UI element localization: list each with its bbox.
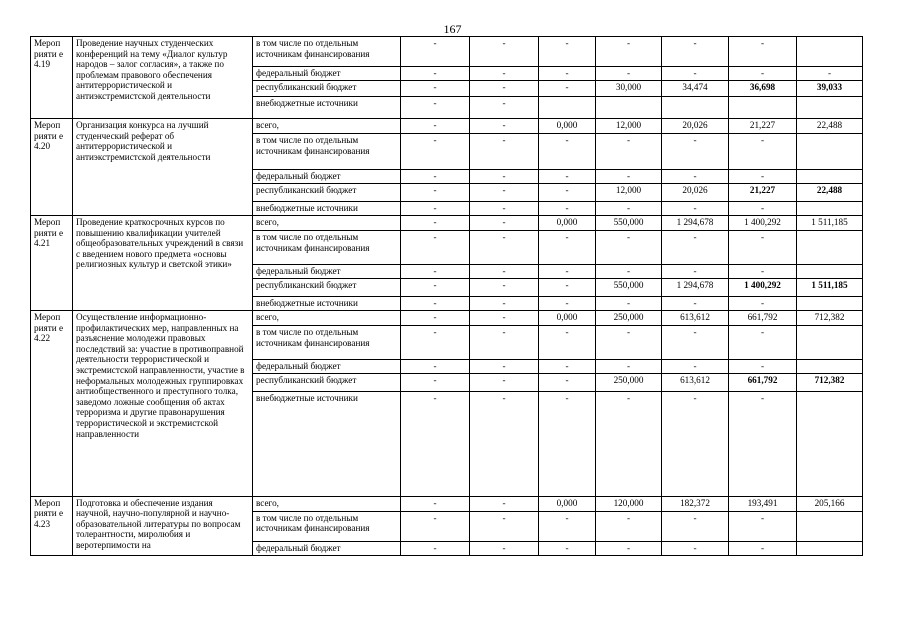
value-cell: - — [729, 511, 797, 541]
value-cell: - — [662, 134, 729, 170]
value-cell: 712,382 — [797, 373, 863, 391]
value-cell: 21,227 — [729, 184, 797, 202]
activity-label: Мероп рияти е 4.22 — [31, 311, 73, 497]
value-cell: - — [662, 170, 729, 184]
value-cell: - — [401, 184, 470, 202]
value-cell: - — [729, 391, 797, 496]
funding-source: республиканский бюджет — [253, 81, 401, 97]
funding-source: федеральный бюджет — [253, 541, 401, 555]
value-cell: - — [662, 511, 729, 541]
value-cell: - — [470, 67, 539, 81]
activity-label: Мероп рияти е 4.20 — [31, 119, 73, 216]
value-cell: - — [470, 170, 539, 184]
value-cell: - — [596, 134, 662, 170]
funding-source: федеральный бюджет — [253, 265, 401, 279]
value-cell — [797, 170, 863, 184]
funding-source: республиканский бюджет — [253, 279, 401, 297]
value-cell: 1 400,292 — [729, 279, 797, 297]
value-cell: - — [729, 360, 797, 374]
value-cell: - — [729, 297, 797, 311]
value-cell: - — [470, 216, 539, 231]
funding-source: всего, — [253, 496, 401, 511]
value-cell: 1 294,678 — [662, 216, 729, 231]
value-cell: - — [596, 202, 662, 216]
value-cell: - — [797, 67, 863, 81]
funding-source: федеральный бюджет — [253, 170, 401, 184]
funding-source: в том числе по отдельным источникам финансирования — [253, 511, 401, 541]
value-cell — [729, 97, 797, 119]
value-cell: - — [729, 265, 797, 279]
value-cell: - — [729, 170, 797, 184]
value-cell: 0,000 — [539, 119, 596, 134]
value-cell: 30,000 — [596, 81, 662, 97]
value-cell: 21,227 — [729, 119, 797, 134]
funding-source: внебюджетные источники — [253, 202, 401, 216]
funding-source: в том числе по отдельным источникам финансирования — [253, 326, 401, 360]
value-cell: - — [470, 326, 539, 360]
value-cell: - — [596, 37, 662, 67]
value-cell: 12,000 — [596, 184, 662, 202]
value-cell: - — [539, 511, 596, 541]
value-cell: - — [662, 326, 729, 360]
value-cell — [797, 97, 863, 119]
value-cell: - — [470, 81, 539, 97]
table-row — [31, 216, 863, 231]
value-cell: - — [470, 360, 539, 374]
value-cell: - — [539, 297, 596, 311]
value-cell: - — [729, 134, 797, 170]
value-cell — [797, 511, 863, 541]
value-cell: - — [470, 202, 539, 216]
value-cell: 193,491 — [729, 496, 797, 511]
funding-source: республиканский бюджет — [253, 373, 401, 391]
activity-description: Организация конкурса на лучший студенческий реферат об антитеррористической и антиэкстремистской деятельности — [73, 119, 253, 216]
value-cell: - — [539, 170, 596, 184]
value-cell — [797, 326, 863, 360]
value-cell: - — [401, 279, 470, 297]
value-cell: 1 400,292 — [729, 216, 797, 231]
activity-label: Мероп рияти е 4.23 — [31, 496, 73, 555]
value-cell: 550,000 — [596, 279, 662, 297]
value-cell: - — [470, 496, 539, 511]
budget-table — [30, 36, 863, 556]
funding-source: в том числе по отдельным источникам финансирования — [253, 231, 401, 265]
value-cell: - — [596, 231, 662, 265]
funding-source: в том числе по отдельным источникам финансирования — [253, 37, 401, 67]
value-cell — [797, 297, 863, 311]
value-cell: 1 511,185 — [797, 216, 863, 231]
funding-source: в том числе по отдельным источникам финансирования — [253, 134, 401, 170]
value-cell: - — [470, 97, 539, 119]
funding-source: внебюджетные источники — [253, 297, 401, 311]
activity-label: Мероп рияти е 4.21 — [31, 216, 73, 311]
value-cell: - — [470, 119, 539, 134]
value-cell: 613,612 — [662, 373, 729, 391]
value-cell — [797, 541, 863, 555]
activity-description: Проведение краткосрочных курсов по повышению квалификации учителей общеобразовательных учреждений в связи с введением нового предмета «основы религиозных культур и светской этики» — [73, 216, 253, 311]
value-cell: - — [401, 216, 470, 231]
value-cell: - — [596, 170, 662, 184]
value-cell — [797, 202, 863, 216]
value-cell: - — [470, 311, 539, 326]
funding-source: республиканский бюджет — [253, 184, 401, 202]
value-cell: - — [596, 265, 662, 279]
value-cell: 12,000 — [596, 119, 662, 134]
value-cell: 36,698 — [729, 81, 797, 97]
value-cell: - — [539, 279, 596, 297]
value-cell: - — [401, 360, 470, 374]
value-cell: - — [729, 231, 797, 265]
value-cell — [662, 97, 729, 119]
value-cell: - — [470, 297, 539, 311]
value-cell: - — [401, 496, 470, 511]
value-cell — [797, 265, 863, 279]
table-row — [31, 311, 863, 326]
value-cell: - — [539, 326, 596, 360]
activity-label: Мероп рияти е 4.19 — [31, 37, 73, 119]
value-cell: - — [539, 67, 596, 81]
value-cell: 34,474 — [662, 81, 729, 97]
value-cell: - — [662, 541, 729, 555]
value-cell: 22,488 — [797, 119, 863, 134]
value-cell: - — [596, 297, 662, 311]
value-cell: - — [539, 37, 596, 67]
value-cell: - — [401, 37, 470, 67]
funding-source: всего, — [253, 119, 401, 134]
value-cell: - — [539, 231, 596, 265]
value-cell: 550,000 — [596, 216, 662, 231]
page-number: 167 — [443, 22, 462, 36]
value-cell: - — [662, 360, 729, 374]
funding-source: внебюджетные источники — [253, 97, 401, 119]
value-cell — [797, 391, 863, 496]
value-cell: 250,000 — [596, 311, 662, 326]
funding-source: федеральный бюджет — [253, 67, 401, 81]
value-cell: - — [662, 297, 729, 311]
funding-source: внебюджетные источники — [253, 391, 401, 496]
value-cell: - — [401, 326, 470, 360]
value-cell: 205,166 — [797, 496, 863, 511]
value-cell: - — [401, 541, 470, 555]
value-cell: - — [470, 391, 539, 496]
value-cell: - — [729, 541, 797, 555]
activity-description: Подготовка и обеспечение издания научной, научно-популярной и научно-образовательной литературы по вопросам толерантности, миролюбия и веротерпимости на — [73, 496, 253, 555]
value-cell — [797, 231, 863, 265]
value-cell: 250,000 — [596, 373, 662, 391]
value-cell: - — [596, 541, 662, 555]
value-cell: - — [539, 184, 596, 202]
value-cell: - — [401, 67, 470, 81]
value-cell — [797, 360, 863, 374]
value-cell: - — [596, 67, 662, 81]
value-cell: - — [729, 202, 797, 216]
value-cell: - — [662, 391, 729, 496]
value-cell: - — [401, 119, 470, 134]
value-cell: 182,372 — [662, 496, 729, 511]
value-cell: - — [596, 360, 662, 374]
value-cell: - — [539, 360, 596, 374]
value-cell: - — [470, 231, 539, 265]
table-row — [31, 119, 863, 134]
value-cell: - — [539, 81, 596, 97]
value-cell: - — [596, 326, 662, 360]
value-cell: - — [470, 265, 539, 279]
value-cell: - — [401, 134, 470, 170]
value-cell: 1 511,185 — [797, 279, 863, 297]
value-cell: - — [401, 311, 470, 326]
activity-description: Проведение научных студенческих конференций на тему «Диалог культур народов – залог согласия», а также по проблемам правового обеспечения антитеррористической и антиэкстремистской деятельности — [73, 37, 253, 119]
funding-source: федеральный бюджет — [253, 360, 401, 374]
value-cell: - — [539, 265, 596, 279]
value-cell: 712,382 — [797, 311, 863, 326]
value-cell: - — [662, 231, 729, 265]
value-cell: - — [470, 511, 539, 541]
value-cell: - — [401, 231, 470, 265]
value-cell: 0,000 — [539, 311, 596, 326]
value-cell: 22,488 — [797, 184, 863, 202]
table-row — [31, 37, 863, 67]
value-cell: 120,000 — [596, 496, 662, 511]
value-cell: 39,033 — [797, 81, 863, 97]
value-cell: - — [401, 373, 470, 391]
value-cell — [539, 97, 596, 119]
value-cell: - — [470, 37, 539, 67]
value-cell: - — [401, 97, 470, 119]
value-cell: - — [470, 279, 539, 297]
value-cell: - — [729, 37, 797, 67]
value-cell: - — [539, 541, 596, 555]
value-cell: - — [401, 391, 470, 496]
value-cell: - — [470, 134, 539, 170]
value-cell: - — [401, 202, 470, 216]
value-cell: - — [596, 391, 662, 496]
value-cell: - — [401, 265, 470, 279]
table-body — [31, 37, 863, 556]
funding-source: всего, — [253, 216, 401, 231]
value-cell: - — [470, 541, 539, 555]
value-cell: - — [539, 391, 596, 496]
value-cell — [797, 37, 863, 67]
value-cell: - — [729, 67, 797, 81]
value-cell: 20,026 — [662, 184, 729, 202]
value-cell: - — [539, 134, 596, 170]
value-cell: - — [470, 184, 539, 202]
value-cell: 613,612 — [662, 311, 729, 326]
value-cell: - — [539, 202, 596, 216]
funding-source: всего, — [253, 311, 401, 326]
value-cell — [797, 134, 863, 170]
value-cell: - — [470, 373, 539, 391]
value-cell: 20,026 — [662, 119, 729, 134]
value-cell: - — [662, 265, 729, 279]
value-cell: - — [596, 511, 662, 541]
value-cell: - — [662, 37, 729, 67]
activity-description: Осуществление информационно-профилактических мер, направленных на разъяснение молодежи правовых последствий за: участие в противоправной деятельности террористической и экстремистской направленности, участие в неформальных молодежных группировках антиобщественного и преступного толка, заведомо ложные сообщения об актах терроризма и другие правонарушения террористической и экстремистской направленности — [73, 311, 253, 497]
value-cell: 661,792 — [729, 311, 797, 326]
value-cell — [596, 97, 662, 119]
value-cell: 1 294,678 — [662, 279, 729, 297]
value-cell: 0,000 — [539, 496, 596, 511]
value-cell: - — [401, 511, 470, 541]
value-cell: - — [662, 202, 729, 216]
value-cell: 0,000 — [539, 216, 596, 231]
value-cell: - — [401, 297, 470, 311]
value-cell: - — [662, 67, 729, 81]
table-row — [31, 496, 863, 511]
value-cell: - — [401, 170, 470, 184]
value-cell: - — [539, 373, 596, 391]
value-cell: - — [401, 81, 470, 97]
value-cell: 661,792 — [729, 373, 797, 391]
value-cell: - — [729, 326, 797, 360]
